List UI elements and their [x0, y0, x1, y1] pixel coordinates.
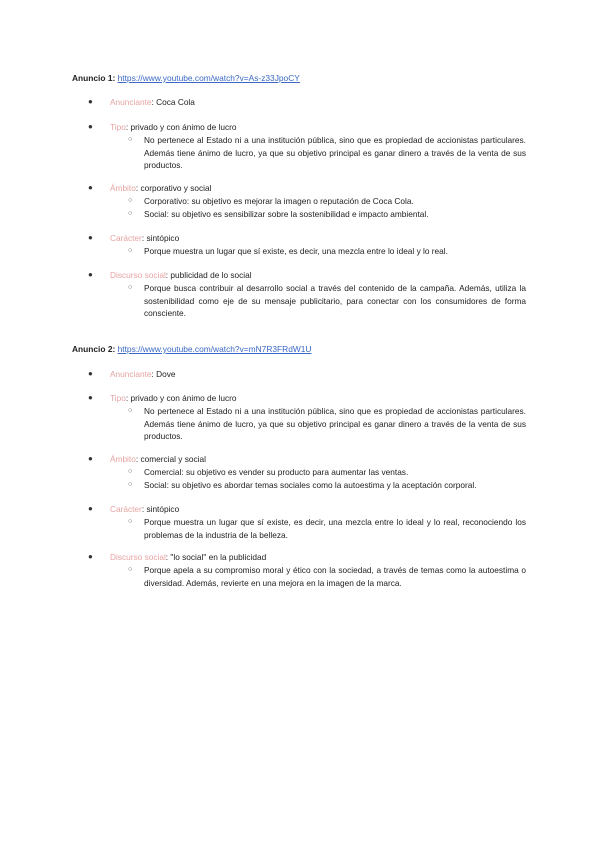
circle-bullet-icon: ○ — [128, 197, 133, 204]
circle-bullet-icon: ○ — [128, 518, 133, 525]
bullet-icon: ● — [88, 233, 93, 242]
bullet-icon: ● — [88, 270, 93, 279]
bullet-icon: ● — [88, 122, 93, 131]
circle-bullet-icon: ○ — [128, 136, 133, 143]
bullet-icon: ● — [88, 97, 93, 106]
circle-bullet-icon: ○ — [128, 468, 133, 475]
circle-bullet-icon: ○ — [128, 284, 133, 291]
ad-2-link[interactable]: https://www.youtube.com/watch?v=mN7R3FRdW1U — [117, 344, 312, 354]
circle-bullet-icon: ○ — [128, 407, 133, 414]
circle-bullet-icon: ○ — [128, 247, 133, 254]
bullet-icon: ● — [88, 454, 93, 463]
ad-1-title: Anuncio 1 — [72, 73, 113, 83]
bullet-icon: ● — [88, 369, 93, 378]
ad-1-link[interactable]: https://www.youtube.com/watch?v=As-z33JpoCY — [117, 73, 300, 83]
bullet-icon: ● — [88, 552, 93, 561]
circle-bullet-icon: ○ — [128, 210, 133, 217]
ad-2-title: Anuncio 2 — [72, 344, 113, 354]
ad-1-heading: Anuncio 1: https://www.youtube.com/watch?v=As-z33JpoCY — [72, 73, 300, 83]
ad-2-heading: Anuncio 2: https://www.youtube.com/watch?v=mN7R3FRdW1U — [72, 344, 312, 354]
circle-bullet-icon: ○ — [128, 566, 133, 573]
bullet-icon: ● — [88, 183, 93, 192]
document-page: Anuncio 1: https://www.youtube.com/watch?v=As-z33JpoCY ● Anunciante: Coca Cola ● Tipo: privado y con ánimo de lucro ○ No pertenece al Estado ni a una institución pública, sino que es propiedad de accionistas particulares. Además tiene ánimo de lucro, ya que su objetivo principal es ganar dinero a través de la venta de sus productos. ● Ámbito: corporativo y social ○ Corporativo: su objetivo es mejorar la imagen o reputación de Coca Cola. ○ Social: su objetivo es sensibilizar sobre la sostenibilidad e impacto ambiental. ● Carácter: sintópico ○ Porque muestra un lugar que sí existe, es decir, una mezcla entre lo ideal y lo real. ● Discurso social: publicidad de lo social ○ Porque busca contribuir al desarrollo social a través del contenido de la campaña. Además, utiliza la sostenibilidad como eje de su mensaje publicitario, para conectar con los consumidores de forma consciente. Anuncio 2: https://www.youtube.com/watch?v=mN7R3FRdW1U ● Anunciante: Dove ● Tipo: privado y con ánimo de lucro ○ No pertenece al Estado ni a una institución pública, sino que es propiedad de accionistas particulares. Además tiene ánimo de lucro, ya que su objetivo principal es ganar dinero a través de la venta de sus productos. ● Ámbito: comercial y social ○ Comercial: su objetivo es vender su producto para aumentar las ventas. ○ Social: su objetivo es abordar temas sociales como la autoestima y la aceptación corporal. ● Carácter: sintópico ○ Porque muestra un lugar que sí existe, es decir, una mezcla entre lo ideal y lo real, reconociendo los problemas de la industria de la belleza. ● Discurso social: "lo social" en la publicidad ○ Porque apela a su compromiso moral y ético con la sociedad, a través de temas como la autoestima o diversidad. Además, revierte en una mejora en la imagen de la marca. — [72, 73, 526, 588]
circle-bullet-icon: ○ — [128, 481, 133, 488]
bullet-icon: ● — [88, 504, 93, 513]
bullet-icon: ● — [88, 393, 93, 402]
